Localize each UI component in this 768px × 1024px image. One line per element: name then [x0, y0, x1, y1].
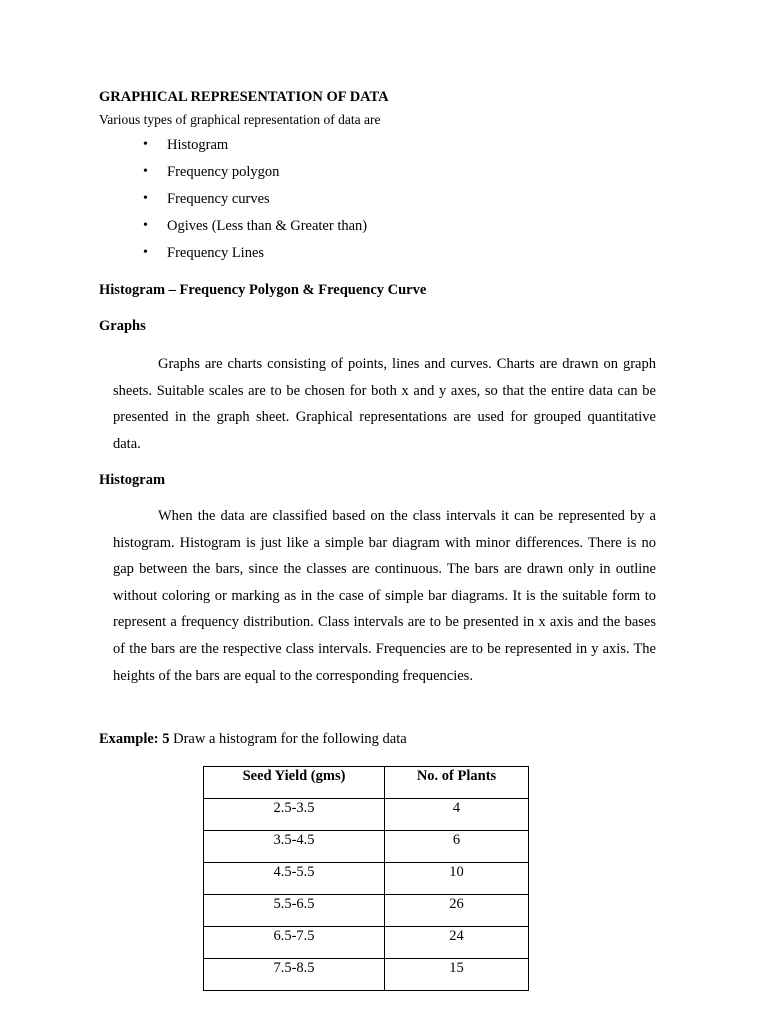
table-cell: 4.5-5.5: [204, 863, 385, 895]
page-title: GRAPHICAL REPRESENTATION OF DATA: [99, 89, 389, 105]
table-cell: 6.5-7.5: [204, 927, 385, 959]
table-row: [204, 863, 529, 895]
bullet-icon: •: [143, 164, 148, 179]
table-row: [204, 959, 529, 991]
table-cell: 24: [385, 927, 529, 959]
list-item: [143, 216, 367, 243]
list-item: [143, 135, 367, 162]
table-cell: 2.5-3.5: [204, 799, 385, 831]
table-cell: 26: [385, 895, 529, 927]
types-list: [143, 135, 367, 270]
bullet-icon: •: [143, 218, 148, 233]
bullet-icon: •: [143, 137, 148, 152]
column-header-seed-yield: Seed Yield (gms): [204, 767, 385, 799]
table-cell: 15: [385, 959, 529, 991]
list-item: [143, 243, 367, 270]
table-header-row: [204, 767, 529, 799]
list-item-label: Ogives (Less than & Greater than): [167, 218, 368, 234]
data-table: [203, 766, 529, 991]
graphs-paragraph: Graphs are charts consisting of points, lines and curves. Charts are drawn on graph sheets. Suitable scales are to be chosen for both x and y axes, so that the entire data can be presented in the graph sheet. Graphical representations are used for grouped quantitative data.: [113, 356, 656, 452]
table-row: [204, 927, 529, 959]
list-item: [143, 189, 367, 216]
intro-text: Various types of graphical representation of data are: [99, 112, 381, 127]
section-heading: Histogram – Frequency Polygon & Frequency Curve: [99, 282, 427, 298]
table-cell: 7.5-8.5: [204, 959, 385, 991]
table-cell: 5.5-6.5: [204, 895, 385, 927]
example-text: Draw a histogram for the following data: [169, 731, 407, 747]
table-row: [204, 895, 529, 927]
bullet-icon: •: [143, 191, 148, 206]
example-label: Example: 5: [99, 731, 170, 747]
example-line: [99, 731, 407, 748]
histogram-paragraph: When the data are classified based on the class intervals it can be represented by a histogram. Histogram is just like a simple bar diagram with minor differences. There is no gap between the bars, since the classes are continuous. The bars are drawn only in outline without coloring or marking as in the case of simple bar diagrams. It is the suitable form to represent a frequency distribution. Class intervals are to be presented in x axis and the bases of the bars are the respective class intervals. Frequencies are to be represented in y axis. The heights of the bars are equal to the corresponding frequencies.: [113, 508, 656, 684]
bullet-icon: •: [143, 245, 148, 260]
table-cell: 4: [385, 799, 529, 831]
list-item-label: Frequency polygon: [167, 164, 280, 180]
histogram-heading: Histogram: [99, 472, 166, 488]
graphs-heading: Graphs: [99, 318, 146, 334]
table-cell: 6: [385, 831, 529, 863]
column-header-plants: No. of Plants: [385, 767, 529, 799]
list-item-label: Frequency Lines: [167, 245, 265, 261]
table-cell: 10: [385, 863, 529, 895]
list-item: [143, 162, 367, 189]
list-item-label: Histogram: [167, 137, 229, 153]
table-row: [204, 831, 529, 863]
list-item-label: Frequency curves: [167, 191, 270, 207]
table-row: [204, 799, 529, 831]
table-cell: 3.5-4.5: [204, 831, 385, 863]
